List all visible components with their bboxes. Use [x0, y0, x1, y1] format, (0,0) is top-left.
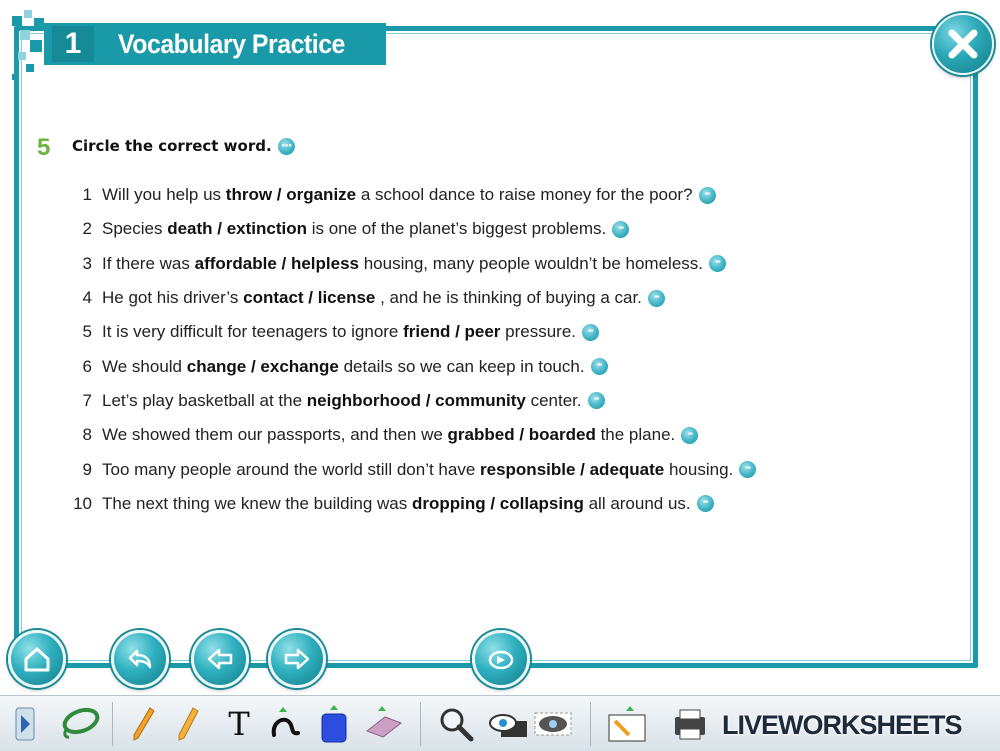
pixel-decoration [18, 52, 26, 60]
word-choice[interactable]: change / exchange [186, 356, 339, 376]
question-text-before: If there was [102, 253, 195, 273]
pixel-decoration [30, 40, 42, 52]
question-text-after: all around us. [583, 493, 691, 513]
question-text-before: Will you help us [102, 185, 226, 205]
word-choice[interactable]: friend / peer [403, 322, 501, 342]
curve-icon [268, 705, 304, 743]
toolbar-separator [420, 702, 421, 746]
question-text-after: is one of the planet’s biggest problems. [307, 219, 607, 239]
question-item [66, 247, 756, 281]
question-number: 4 [82, 288, 92, 308]
question-item [66, 281, 756, 315]
word-choice[interactable]: throw / organize [225, 185, 357, 205]
print-tool[interactable] [670, 704, 710, 744]
question-number: 6 [82, 356, 92, 376]
question-item [66, 178, 756, 212]
forward-arrow-icon [281, 643, 313, 675]
question-text-after: the plane. [595, 425, 676, 445]
highlighter-tool[interactable] [172, 704, 202, 744]
question-text-after: pressure. [500, 322, 577, 342]
question-number: 9 [82, 459, 92, 479]
note-icon [605, 705, 649, 743]
undo-icon [124, 643, 156, 675]
question-item [66, 487, 756, 521]
print-icon [671, 705, 709, 743]
home-icon [21, 643, 53, 675]
question-text-before: We showed them our passports, and then we [102, 425, 448, 445]
exercise-number: 5 [37, 134, 51, 161]
pixel-decoration [34, 18, 44, 28]
question-number: 8 [82, 425, 92, 445]
pixel-decoration [12, 16, 22, 26]
question-text-before: The next thing we knew the building was [102, 493, 412, 513]
replay-icon [485, 643, 517, 675]
audio-icon[interactable] [588, 392, 605, 409]
audio-icon[interactable] [582, 324, 599, 341]
pixel-decoration [20, 30, 30, 40]
question-text-before: It is very difficult for teenagers to ignore [102, 322, 404, 342]
pencil-tool[interactable] [128, 704, 158, 744]
hide-tool[interactable] [532, 704, 576, 744]
question-number: 5 [82, 322, 92, 342]
pencil-icon [130, 706, 156, 742]
question-number: 2 [82, 219, 92, 239]
instruction-text: Circle the correct word. [72, 137, 272, 155]
pointer-tool[interactable] [14, 704, 36, 744]
audio-icon[interactable] [278, 138, 295, 155]
audio-icon[interactable] [612, 221, 629, 238]
audio-icon[interactable] [697, 495, 714, 512]
question-list [66, 178, 756, 521]
fill-tool[interactable] [316, 704, 352, 744]
fill-icon [319, 704, 349, 744]
page-title: Vocabulary Practice [118, 29, 345, 59]
forward-button[interactable] [268, 630, 326, 688]
question-item [66, 452, 756, 486]
question-text-before: Let’s play basketball at the [102, 390, 307, 410]
question-text-before: Too many people around the world still don’t have [102, 459, 481, 479]
question-text-before: We should [102, 356, 187, 376]
replay-button[interactable] [472, 630, 530, 688]
close-button[interactable] [932, 13, 994, 75]
eraser-tool[interactable] [362, 704, 406, 744]
question-text-after: details so we can keep in touch. [338, 356, 585, 376]
question-text-after: center. [525, 390, 582, 410]
note-tool[interactable] [604, 704, 650, 744]
curve-tool[interactable] [266, 704, 306, 744]
word-choice[interactable]: death / extinction [167, 219, 307, 239]
zoom-tool[interactable] [436, 704, 476, 744]
question-text-after: , and he is thinking of buying a car. [375, 288, 642, 308]
text-tool[interactable]: T [228, 705, 250, 743]
question-text-before: He got his driver’s [102, 288, 244, 308]
lasso-icon [57, 707, 103, 741]
question-item [66, 315, 756, 349]
highlighter-icon [174, 706, 200, 742]
undo-button[interactable] [111, 630, 169, 688]
audio-icon[interactable] [648, 290, 665, 307]
back-button[interactable] [191, 630, 249, 688]
hide-icon [533, 707, 575, 741]
audio-icon[interactable] [699, 187, 716, 204]
question-number: 1 [82, 185, 92, 205]
toolbar-separator [112, 702, 113, 746]
question-text-before: Species [102, 219, 168, 239]
pixel-decoration [26, 64, 34, 72]
pixel-decoration [12, 74, 18, 80]
word-choice[interactable]: responsible / adequate [480, 459, 665, 479]
word-choice[interactable]: neighborhood / community [306, 390, 526, 410]
toolbar-separator [590, 702, 591, 746]
word-choice[interactable]: dropping / collapsing [411, 493, 584, 513]
zoom-icon [437, 705, 475, 743]
question-item [66, 349, 756, 383]
back-arrow-icon [204, 643, 236, 675]
reveal-icon [487, 707, 529, 741]
audio-icon[interactable] [591, 358, 608, 375]
audio-icon[interactable] [709, 255, 726, 272]
word-choice[interactable]: grabbed / boarded [447, 425, 596, 445]
eraser-icon [363, 705, 405, 743]
liveworksheets-logo: LIVEWORKSHEETS [722, 710, 962, 740]
audio-icon[interactable] [739, 461, 756, 478]
close-icon [945, 26, 981, 62]
exercise-instruction [72, 136, 295, 156]
reveal-tool[interactable] [486, 704, 530, 744]
audio-icon[interactable] [681, 427, 698, 444]
home-button[interactable] [8, 630, 66, 688]
question-item [66, 384, 756, 418]
lasso-tool[interactable] [55, 704, 105, 744]
question-number: 10 [73, 493, 92, 513]
question-item [66, 418, 756, 452]
question-number: 7 [82, 390, 92, 410]
question-text-after: housing. [664, 459, 734, 479]
question-text-after: housing, many people wouldn’t be homeless. [359, 253, 703, 273]
word-choice[interactable]: affordable / helpless [194, 253, 359, 273]
question-text-after: a school dance to raise money for the poor? [356, 185, 693, 205]
unit-number: 1 [52, 26, 94, 62]
word-choice[interactable]: contact / license [243, 288, 376, 308]
pixel-decoration [24, 10, 32, 18]
pointer-icon [15, 707, 35, 741]
question-item [66, 212, 756, 246]
question-number: 3 [82, 253, 92, 273]
